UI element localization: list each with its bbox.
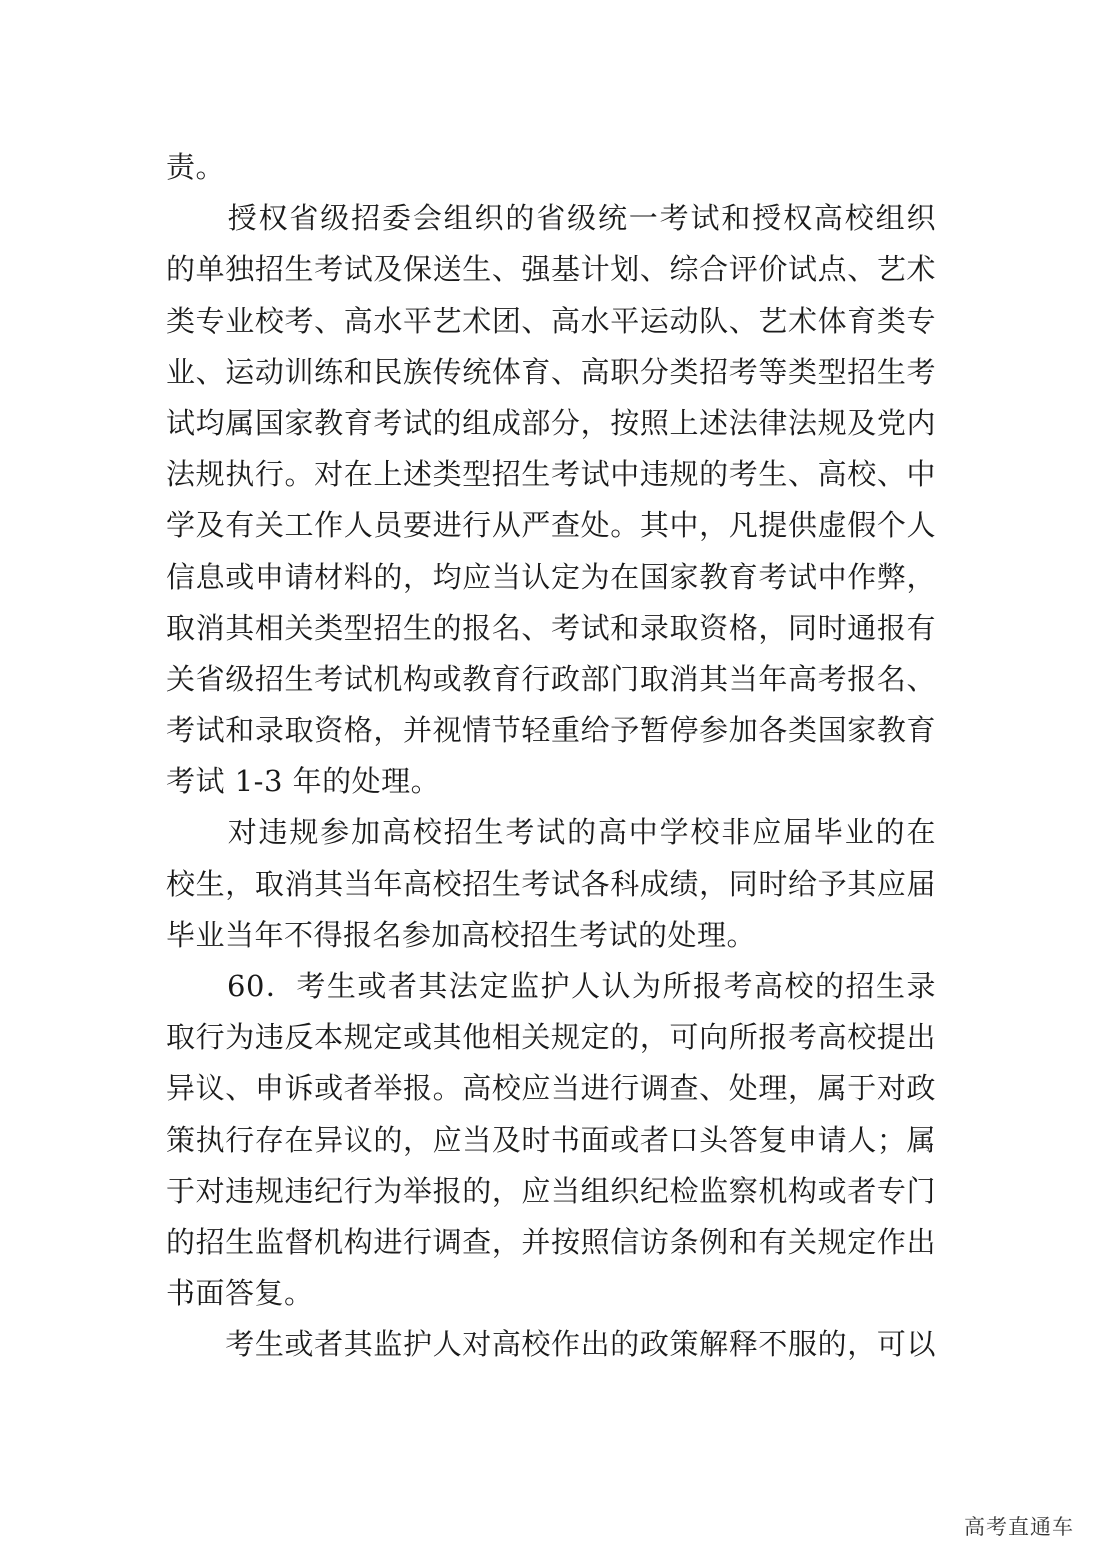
- text-line: 学及有关工作人员要进行从严查处。其中，凡提供虚假个人: [166, 508, 936, 543]
- text-line: 责。: [166, 150, 226, 184]
- text-line: 授权省级招委会组织的省级统一考试和授权高校组织: [166, 201, 936, 236]
- text-line: 类专业校考、高水平艺术团、高水平运动队、艺术体育类专: [166, 303, 936, 338]
- document-body: [166, 142, 936, 1371]
- text-line: 毕业当年不得报名参加高校招生考试的处理。: [166, 917, 757, 952]
- text-line: 业、运动训练和民族传统体育、高职分类招考等类型招生考: [166, 354, 936, 389]
- text-line: 的单独招生考试及保送生、强基计划、综合评价试点、艺术: [166, 252, 936, 287]
- text-line: 异议、申诉或者举报。高校应当进行调查、处理，属于对政: [166, 1071, 936, 1106]
- text-line: 策执行存在异议的，应当及时书面或者口头答复申请人；属: [166, 1122, 936, 1157]
- text-line: 校生，取消其当年高校招生考试各科成绩，同时给予其应届: [166, 866, 936, 901]
- text-line: 取消其相关类型招生的报名、考试和录取资格，同时通报有: [166, 610, 936, 645]
- text-line: 对违规参加高校招生考试的高中学校非应届毕业的在: [166, 815, 936, 850]
- text-line: 信息或申请材料的，均应当认定为在国家教育考试中作弊，: [166, 559, 936, 594]
- text-line: 法规执行。对在上述类型招生考试中违规的考生、高校、中: [166, 457, 936, 492]
- text-line: 试均属国家教育考试的组成部分，按照上述法律法规及党内: [166, 405, 936, 440]
- text-line: 考生或者其监护人对高校作出的政策解释不服的，可以: [166, 1327, 936, 1362]
- text-line: 考试和录取资格，并视情节轻重给予暂停参加各类国家教育: [166, 713, 936, 748]
- text-line: 60．考生或者其法定监护人认为所报考高校的招生录: [166, 969, 936, 1003]
- text-line: 于对违规违纪行为举报的，应当组织纪检监察机构或者专门: [166, 1173, 936, 1208]
- text-line: 取行为违反本规定或其他相关规定的，可向所报考高校提出: [166, 1020, 936, 1055]
- text-line: 关省级招生考试机构或教育行政部门取消其当年高考报名、: [166, 661, 936, 696]
- text-line: 书面答复。: [166, 1276, 314, 1311]
- text-line: 考试 1-3 年的处理。: [166, 764, 441, 799]
- watermark-text: 高考直通车: [964, 1515, 1074, 1539]
- text-line: 的招生监督机构进行调查，并按照信访条例和有关规定作出: [166, 1224, 936, 1259]
